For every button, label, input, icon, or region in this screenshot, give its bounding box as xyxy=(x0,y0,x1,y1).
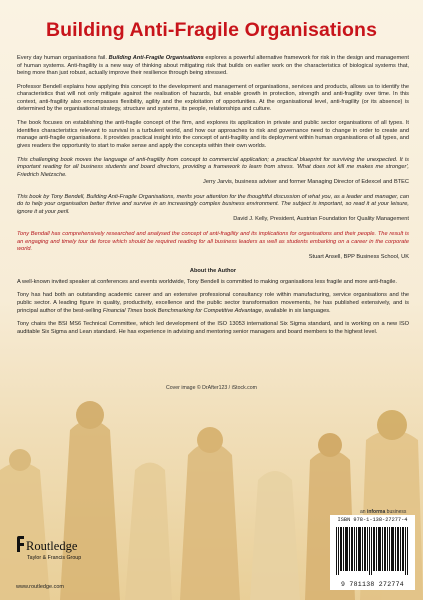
back-cover-text xyxy=(17,55,409,343)
intro-book-title: Building Anti-Fragile Organisations xyxy=(108,55,204,61)
intro-text: Every day human organisations fail. xyxy=(17,55,109,61)
endorsement-1 xyxy=(17,157,409,187)
about-author-heading: About the Author xyxy=(189,268,237,275)
about-text: , available in six languages. xyxy=(261,307,331,314)
publisher-name: Routledge xyxy=(26,539,78,553)
informa-suffix: business xyxy=(385,509,407,515)
endorsement-attribution: Jerry Jarvis, business adviser and former Managing Director of Edexcel and BTEC xyxy=(203,179,409,186)
endorsement-attribution: David J. Kelly, President, Austrian Foundation for Quality Management xyxy=(233,216,409,223)
about-paragraph-3: Tony chairs the BSI MS6 Technical Committee, which led development of the ISO 13053 international Six Sigma standard, and is working on a new ISO auditable Six Sigma and Lean standard. He has experience in advising and mentoring senior managers and board members to the highest level. xyxy=(17,321,409,335)
publisher-subtitle: Taylor & Francis Group xyxy=(27,555,82,561)
isbn-text: ISBN 978-1-138-27277-4 xyxy=(337,517,408,523)
about-italic-ft: Financial Times xyxy=(102,307,143,314)
barcode-bars xyxy=(336,527,409,575)
about-paragraph-2 xyxy=(17,292,409,315)
endorsement-2 xyxy=(17,194,409,224)
barcode-number: 9 781138 272774 xyxy=(340,581,404,588)
endorsement-attribution: Stuart Ansell, BPP Business School, UK xyxy=(308,253,409,260)
about-text: book xyxy=(142,307,158,314)
cover-image-credit: Cover image © DrAfter123 / iStock.com xyxy=(166,385,257,391)
informa-prefix: an xyxy=(360,509,367,515)
description-paragraph-3: The book focuses on establishing the anti-fragile concept of the firm, and explores its application in private and public sector organisations of all types. It identifies characteristics relevant to survival in a turbulent world, and how our approaches to risk and governance need to change in order to create and manage anti-fragile organisations. It provides practical insight into the concept of anti-fragility and its deployment within human organisations of all types, and gives readers the opportunity to start to make sense and apply the concepts within their own worlds. xyxy=(17,120,409,149)
intro-paragraph xyxy=(17,55,409,78)
informa-brand: informa xyxy=(366,509,386,515)
intro-text-cont: explores a powerful alternative framework for risk in the design and management of human systems. Anti-fragility is a new way of thinking about mitigating risk that builds on earlier work on the characteristics of biological systems that, being more than just robust, actually improve their resilience through being stressed. xyxy=(17,55,409,77)
endorsement-3 xyxy=(17,231,409,261)
about-italic-book: Benchmarking for Competitive Advantage xyxy=(157,307,262,314)
description-paragraph-2: Professor Bendell explains how applying this concept to the development and management of organisations, services and products, allows us to identify the characteristics that will not only mitigate against the realisation of hazards, but enable growth in protection, strength and anti-fragility over time. In this context, anti-fragility also encompasses flexibility, agility and the exploitation of opportunities. At the organisational level, anti-fragility (or its absence) is determined by the organisational strategy, structure and systems, its people, relationships and culture. xyxy=(17,83,409,113)
isbn-barcode xyxy=(330,515,415,590)
publisher-url[interactable]: www.routledge.com xyxy=(16,584,64,590)
about-paragraph-1: A well-known invited speaker at conferences and events worldwide, Tony Bendell is committed to making organisations less fragile and more anti-fragile. xyxy=(17,278,397,285)
endorsement-text: Tony Bendall has comprehensively researched and analysed the concept of anti-fragility and its implications for organisations and their people. The result is an engaging and timely tour de force which should be required reading for all business leaders as well as students embarking on a career in the corporate world. xyxy=(17,230,409,253)
about-text: Tony has had both an outstanding academic career and an extensive professional consultancy role within manufacturing, service organisations and the public sector. A leading figure in quality, productivity, excellence and the public sector transformation movements, he has published extensively, and is principal author of the best-selling xyxy=(17,292,409,314)
endorsement-text: This book by Tony Bendell, Building Anti-Fragile Organisations, merits your attention for the thoughtful discussion of what you, as a leader and manager, can do to help your organisation better thrive and survive in an increasingly complex business environment. The subject is important, so read it at your leisure, ignore it at your peril. xyxy=(17,193,409,215)
routledge-logo-icon xyxy=(16,535,26,553)
book-title: Building Anti-Fragile Organisations xyxy=(45,19,378,41)
endorsement-text: This challenging book moves the language of anti-fragility from concept to commercial application; a practical blueprint for surviving the unexpected. It is important reading for all business students and board directors, providing a framework to learn from stress. 'What does not kill me makes me stronger', Friedrich Nietzsche. xyxy=(17,156,409,178)
